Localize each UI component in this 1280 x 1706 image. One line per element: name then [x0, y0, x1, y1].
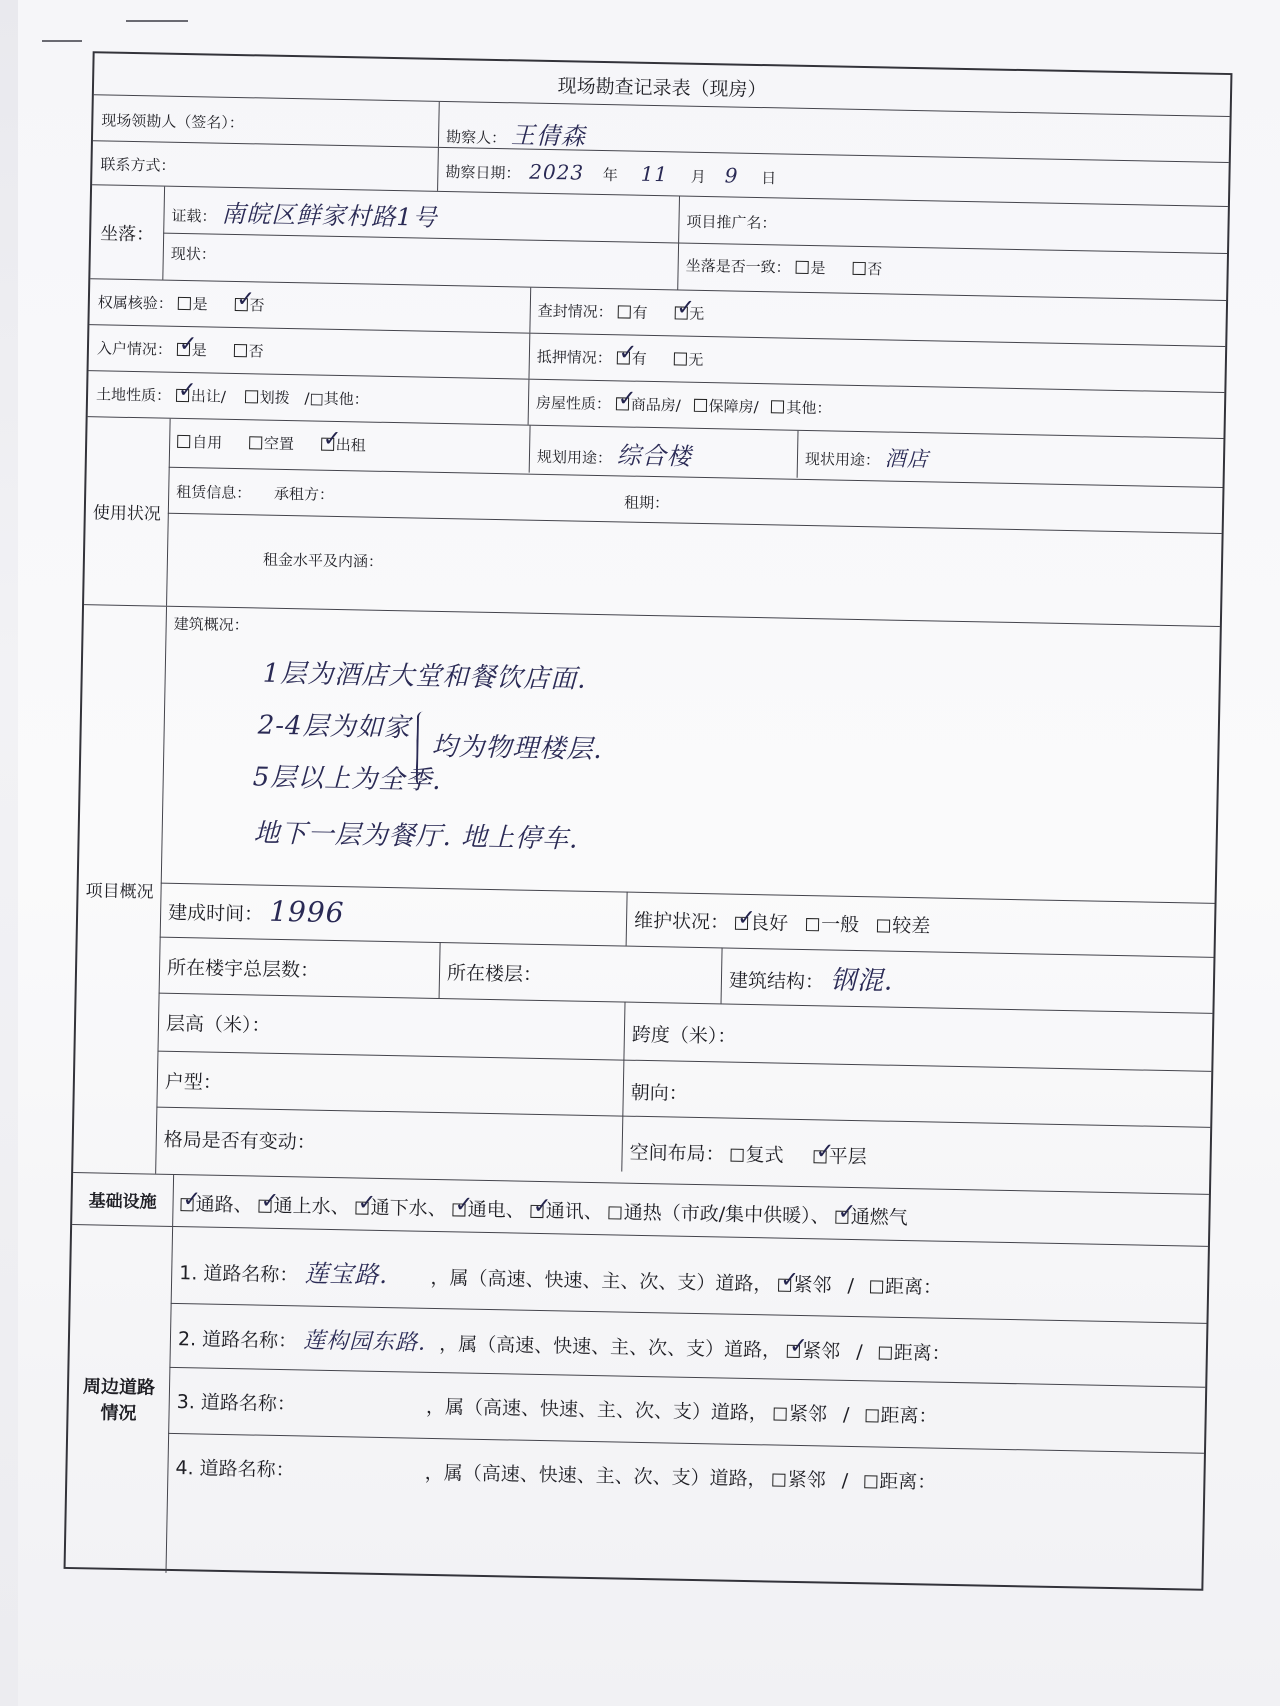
maint-poor-label: 较差 [892, 914, 931, 938]
road-3-distance-label: 距离： [880, 1404, 938, 1428]
mortgage-none-label: 无 [688, 350, 704, 369]
date-day-unit: 日 [761, 169, 777, 188]
inspector-signature: 王倩森 [510, 121, 587, 151]
ownership-yes-checkbox[interactable] [178, 297, 191, 310]
current-status-label: 现状： [170, 244, 216, 264]
road-1-adjacent-label: 紧邻 [793, 1273, 832, 1297]
road-2-distance-checkbox[interactable] [879, 1347, 892, 1360]
house-commercial-checkbox[interactable] [616, 397, 629, 410]
maint-good-label: 良好 [749, 911, 789, 935]
use-vacant-checkbox[interactable] [249, 436, 262, 449]
land-transfer-label: 出让/ [190, 387, 227, 406]
floor-label: 所在楼层： [446, 962, 543, 986]
land-other-label: /□其他： [304, 389, 369, 409]
entry-yes-checkbox[interactable] [177, 343, 190, 356]
space-layout-cell [621, 1116, 1210, 1195]
cert-label: 证载： [171, 206, 217, 226]
location-match-yes-label: 是 [810, 259, 826, 278]
current-use-cell [797, 431, 1224, 487]
road-type-1: ，属（高速、快速、主、次、支）道路， [430, 1266, 773, 1296]
location-match-label: 坐落是否一致： [685, 256, 791, 277]
date-year-unit: 年 [602, 166, 619, 185]
date-label: 勘察日期： [445, 162, 521, 183]
road-4-adjacent-checkbox[interactable] [773, 1474, 786, 1487]
overview-brace-note: 均为物理楼层. [431, 731, 603, 766]
maint-normal-checkbox[interactable] [806, 918, 819, 931]
road-1-adjacent-checkbox[interactable] [778, 1279, 791, 1292]
road-3-adjacent-label: 紧邻 [788, 1402, 828, 1426]
structure-value: 钢混. [829, 965, 894, 997]
date-month: 11 [640, 161, 669, 187]
roads-label: 周边道路情况 [82, 1376, 156, 1425]
space-flat-checkbox[interactable] [814, 1150, 827, 1163]
unit-type-label: 户型： [164, 1070, 223, 1094]
entry-status [89, 325, 530, 378]
paper-edge-mark [126, 20, 188, 22]
location-label: 坐落： [99, 222, 155, 245]
paper-edge-mark [42, 40, 82, 42]
usage-block [84, 417, 1223, 627]
mortgage-have-checkbox[interactable] [617, 351, 630, 364]
infra-road-label: 通路、 [195, 1193, 253, 1217]
road-4-distance-label: 距离： [878, 1470, 937, 1494]
maint-poor-checkbox[interactable] [877, 919, 890, 932]
form-title: 现场勘查记录表（现房） [557, 75, 767, 102]
seal-have-checkbox[interactable] [617, 305, 630, 318]
road-type-3: ，属（高速、快速、主、次、支）道路， [425, 1395, 769, 1425]
overview-line-4: 地下一层为餐厅. 地上停车. [253, 818, 579, 855]
floor-height-label: 层高（米）： [165, 1012, 271, 1037]
road-1-distance-checkbox[interactable] [870, 1280, 883, 1293]
use-vacant-label: 空置 [263, 434, 295, 454]
road-prefix-2: 2. 道路名称： [177, 1328, 298, 1353]
site-survey-form [64, 51, 1233, 1591]
infra-heating-checkbox[interactable] [609, 1206, 622, 1219]
house-affordable-checkbox[interactable] [694, 399, 707, 412]
space-duplex-label: 复式 [745, 1143, 784, 1167]
infra-drainage-label: 通下水、 [370, 1196, 447, 1221]
maintenance-label: 维护状况： [633, 909, 730, 934]
maint-normal-label: 一般 [820, 913, 860, 937]
ownership-no-label: 否 [249, 296, 265, 315]
entry-yes-label: 是 [191, 341, 207, 360]
use-rent-checkbox[interactable] [321, 438, 334, 451]
road-type-2: ，属（高速、快速、主、次、支）道路， [438, 1333, 782, 1362]
road-1-distance-label: 距离： [884, 1275, 943, 1299]
usage-options [169, 419, 530, 474]
infra-telecom-label: 通讯、 [545, 1200, 603, 1224]
maint-good-checkbox[interactable] [735, 917, 748, 930]
ownership-yes-label: 是 [192, 295, 208, 314]
overview-line-3: 5层以上为全季. [252, 762, 442, 797]
overview-line-1: 1层为酒店大堂和餐饮店面. [262, 658, 587, 695]
layout-change-label: 格局是否有变动： [163, 1128, 316, 1154]
road-name-1: 莲宝路. [304, 1259, 389, 1290]
ownership-check [89, 279, 530, 332]
overview-line-2: 2-4层为如家 [257, 710, 411, 744]
ownership-label: 权属核验： [97, 293, 174, 313]
mortgage-label: 抵押情况： [536, 347, 613, 368]
planned-use-value: 综合楼 [616, 441, 693, 471]
infra-power-label: 通电、 [467, 1198, 525, 1222]
built-time-value: 1996 [268, 894, 345, 930]
house-affordable-label: 保障房/ [708, 397, 759, 417]
use-self-checkbox[interactable] [177, 435, 190, 448]
space-layout-label: 空间布局： [629, 1141, 725, 1166]
ownership-no-checkbox[interactable] [234, 298, 247, 311]
location-match-no-checkbox[interactable] [852, 262, 865, 275]
road-type-4: ，属（高速、快速、主、次、支）道路， [424, 1461, 767, 1491]
road-prefix-3: 3. 道路名称： [176, 1391, 297, 1416]
rent-label: 租金水平及内涵： [262, 550, 384, 571]
infra-gas-label: 通燃气 [850, 1205, 908, 1230]
structure-cell [721, 947, 1214, 1012]
location-match-no-label: 否 [867, 260, 883, 279]
orientation-label: 朝向： [630, 1081, 688, 1105]
date-day: 9 [724, 163, 739, 188]
land-label: 土地性质： [95, 385, 172, 405]
infra-heating-label: 通热（市政/集中供暖）、 [623, 1201, 830, 1228]
planned-use-cell [529, 426, 798, 479]
road-2-distance-label: 距离： [893, 1341, 951, 1365]
built-time-cell [160, 883, 627, 946]
infra-telecom-checkbox[interactable] [531, 1205, 544, 1218]
road-1-sep: / [847, 1274, 855, 1298]
lessee-label: 承租方： [273, 484, 335, 504]
road-name-2: 莲构园东路. [302, 1328, 427, 1356]
road-4-adjacent-label: 紧邻 [787, 1468, 826, 1492]
land-transfer-checkbox[interactable] [176, 389, 189, 402]
road-3-distance-checkbox[interactable] [865, 1409, 878, 1422]
building-overview-label: 建筑概况： [173, 614, 249, 635]
usage-section-label: 使用状况 [92, 503, 161, 525]
contact-label: 联系方式： [100, 155, 176, 175]
seal-none-label: 无 [689, 304, 705, 323]
entry-label: 入户情况： [96, 339, 173, 359]
cert-address-cell [163, 187, 679, 243]
house-commercial-label: 商品房/ [630, 395, 682, 415]
date-year: 2023 [529, 159, 585, 185]
total-floors-label: 所在楼宇总层数： [166, 956, 320, 982]
lease-info-label: 租赁信息： [176, 482, 252, 503]
structure-label: 建筑结构： [728, 969, 825, 994]
road-prefix-1: 1. 道路名称： [179, 1262, 299, 1287]
house-label: 房屋性质： [535, 393, 612, 414]
road-4-distance-checkbox[interactable] [864, 1475, 877, 1488]
entry-no-checkbox[interactable] [233, 344, 246, 357]
space-flat-label: 平层 [828, 1145, 867, 1169]
span-label: 跨度（米）： [631, 1023, 737, 1048]
infra-drainage-checkbox[interactable] [356, 1201, 369, 1214]
road-2-sep: / [856, 1341, 863, 1364]
inspector-label: 勘察人： [445, 127, 507, 148]
infra-water-supply-label: 通上水、 [273, 1194, 350, 1219]
road-2-adjacent-label: 紧邻 [801, 1340, 841, 1363]
infra-gas-checkbox[interactable] [836, 1211, 849, 1224]
current-use-value: 酒店 [884, 446, 930, 472]
roads-block [65, 1225, 1207, 1593]
date-month-unit: 月 [690, 167, 707, 186]
road-row-4 [165, 1433, 1203, 1593]
guide-label: 现场领勘人（签名）： [101, 111, 245, 133]
infra-power-checkbox[interactable] [453, 1203, 466, 1216]
promo-name-label: 项目推广名： [686, 212, 777, 233]
project-overview-block [73, 605, 1220, 1195]
infra-label: 基础设施 [88, 1191, 157, 1213]
infra-road-checkbox[interactable] [180, 1198, 193, 1211]
seal-none-checkbox[interactable] [674, 306, 687, 319]
entry-no-label: 否 [248, 342, 264, 361]
road-3-adjacent-checkbox[interactable] [774, 1408, 787, 1421]
planned-use-label: 规划用途： [536, 447, 613, 468]
mortgage-none-checkbox[interactable] [673, 352, 686, 365]
land-allocate-label: 划拨 [259, 388, 290, 408]
use-rent-label: 出租 [335, 435, 366, 455]
land-allocate-checkbox[interactable] [245, 390, 258, 403]
project-section-label: 项目概况 [85, 881, 154, 903]
built-time-label: 建成时间： [167, 901, 264, 926]
road-prefix-4: 4. 道路名称： [175, 1457, 295, 1482]
use-self-label: 自用 [192, 433, 223, 452]
house-other-label: 其他： [786, 398, 832, 418]
land-nature [88, 371, 529, 424]
lease-term-label: 租期： [623, 493, 670, 513]
road-2-adjacent-checkbox[interactable] [787, 1345, 800, 1358]
current-use-label: 现状用途： [804, 449, 881, 470]
road-3-sep: / [842, 1403, 850, 1426]
house-other-checkbox[interactable] [771, 400, 784, 413]
mortgage-have-label: 有 [631, 349, 647, 368]
overview-brace [416, 712, 429, 786]
cert-address: 南皖区鲜家村路1号 [221, 199, 438, 232]
road-4-sep: / [841, 1469, 849, 1492]
infra-water-supply-checkbox[interactable] [258, 1200, 271, 1213]
seal-label: 查封情况： [537, 301, 613, 322]
seal-have-label: 有 [632, 303, 648, 322]
location-match-yes-checkbox[interactable] [795, 261, 808, 274]
space-duplex-checkbox[interactable] [731, 1149, 744, 1162]
